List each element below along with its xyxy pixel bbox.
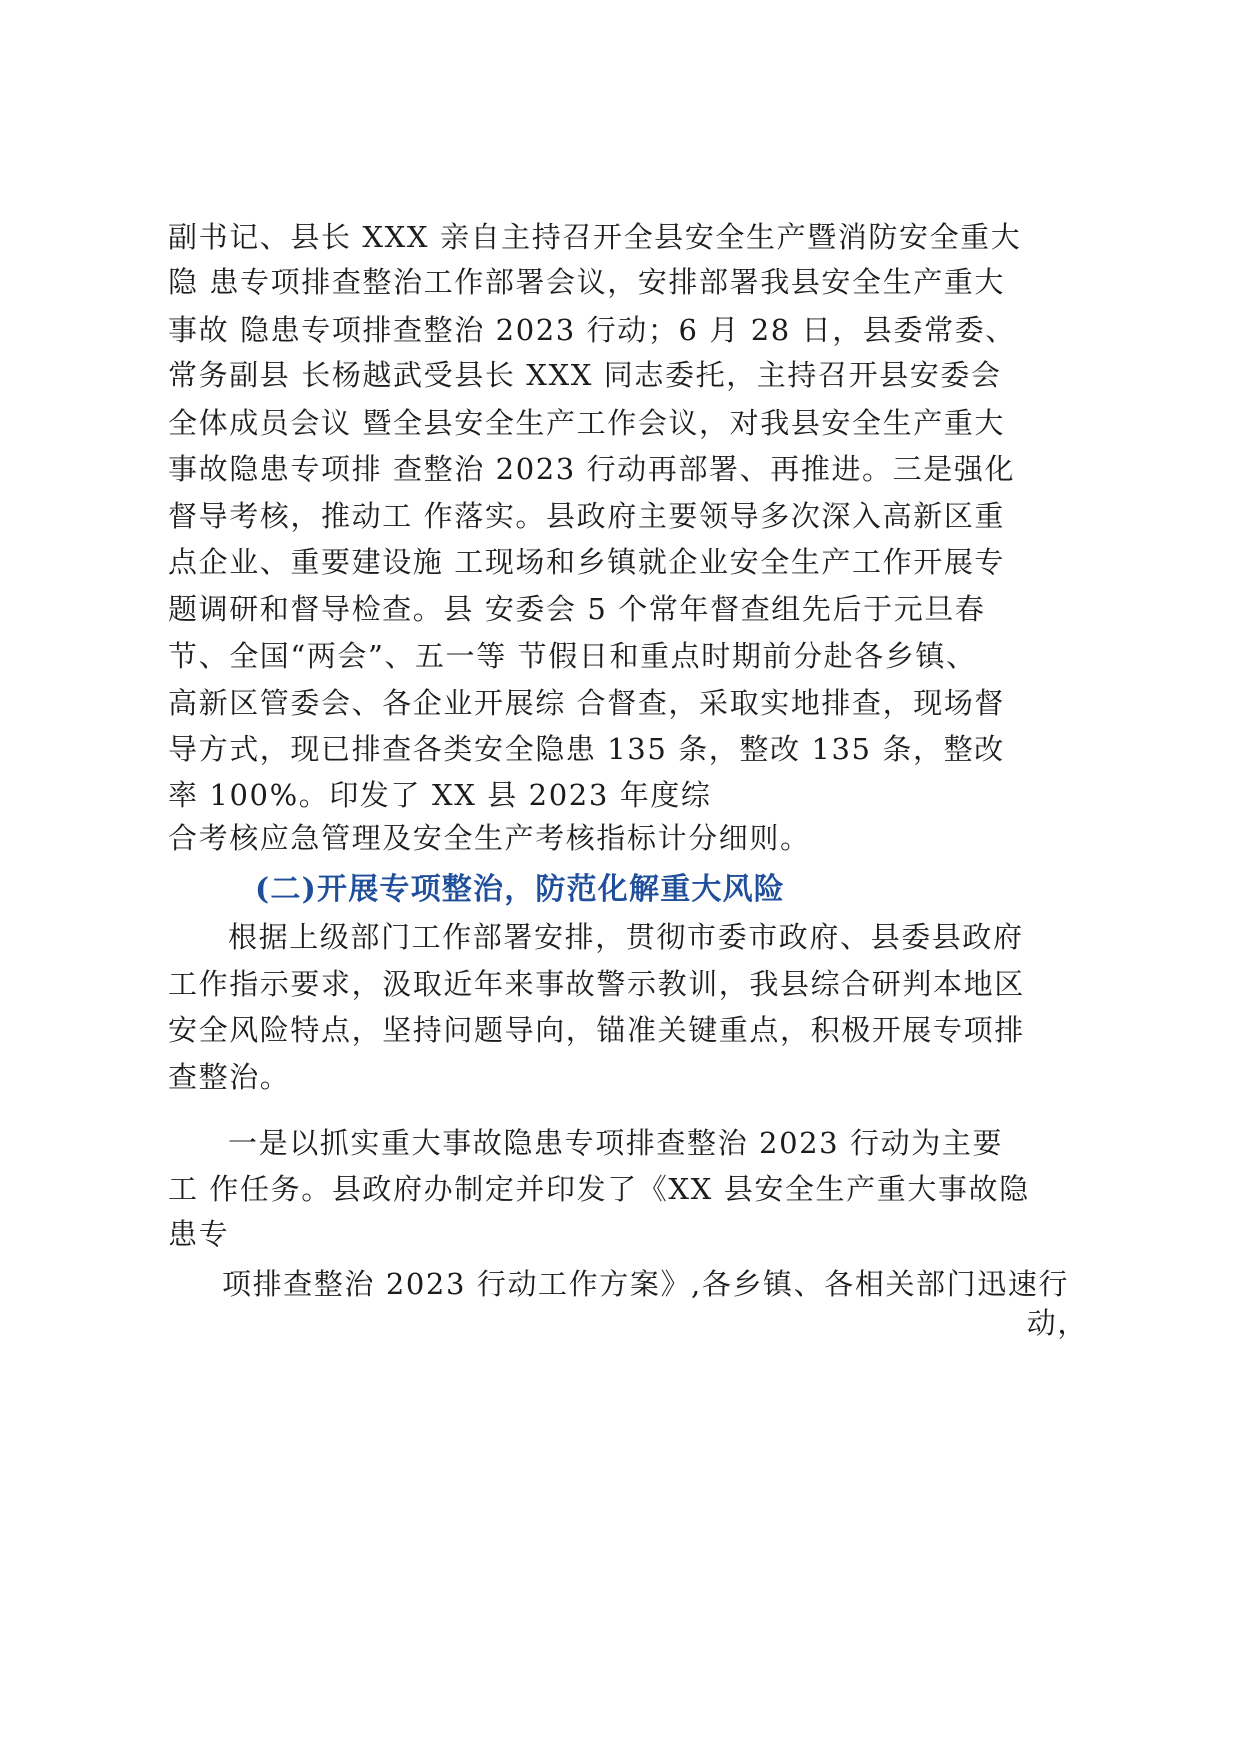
text-line: 导方式，现已排查各类安全隐患 135 条，整改 135 条，整改 — [168, 732, 1005, 766]
text-line: 根据上级部门工作部署安排，贯彻市委市政府、县委县政府 — [228, 920, 1024, 954]
text-line: 点企业、重要建设施 工现场和乡镇就企业安全生产工作开展专 — [168, 545, 1006, 579]
text-line: 隐 患专项排查整治工作部署会议，安排部署我县安全生产重大 — [168, 265, 1006, 299]
text-line: 副书记、县长 XXX 亲自主持召开全县安全生产暨消防安全重大 — [168, 220, 1022, 254]
text-line: 事故隐患专项排 查整治 2023 行动再部署、再推进。三是强化 — [168, 452, 1016, 486]
text-line: 常务副县 长杨越武受县长 XXX 同志委托，主持召开县安委会 — [168, 358, 1002, 392]
text-line: 节、全国“两会”、五一等 节假日和重点时期前分赴各乡镇、 — [168, 639, 977, 673]
text-line: 事故 隐患专项排查整治 2023 行动；6 月 28 日，县委常委、 — [168, 313, 1016, 347]
text-line: 动， — [1026, 1306, 1088, 1340]
text-line: 率 100%。印发了 XX 县 2023 年度综 — [168, 778, 712, 812]
text-line: 督导考核，推动工 作落实。县政府主要领导多次深入高新区重 — [168, 499, 1006, 533]
text-line: 项排查整治 2023 行动工作方案》,各乡镇、各相关部门迅速行 — [222, 1267, 1070, 1301]
section-heading: (二)开展专项整治，防范化解重大风险 — [255, 872, 785, 907]
text-line: 工作指示要求，汲取近年来事故警示教训，我县综合研判本地区 — [168, 967, 1025, 1001]
text-line: 题调研和督导检查。县 安委会 5 个常年督查组先后于元旦春 — [168, 592, 986, 626]
text-line: 合考核应急管理及安全生产考核指标计分细则。 — [168, 821, 811, 855]
text-line: 工 作任务。县政府办制定并印发了《XX 县安全生产重大事故隐 — [168, 1172, 1030, 1206]
text-line: 安全风险特点，坚持问题导向，锚准关键重点，积极开展专项排 — [168, 1013, 1025, 1047]
text-line: 查整治。 — [168, 1060, 291, 1094]
text-line: 患专 — [168, 1217, 230, 1251]
text-line: 全体成员会议 暨全县安全生产工作会议，对我县安全生产重大 — [168, 406, 1006, 440]
text-line: 一是以抓实重大事故隐患专项排查整治 2023 行动为主要 — [228, 1126, 1004, 1160]
text-line: 高新区管委会、各企业开展综 合督查，采取实地排查，现场督 — [168, 686, 1006, 720]
